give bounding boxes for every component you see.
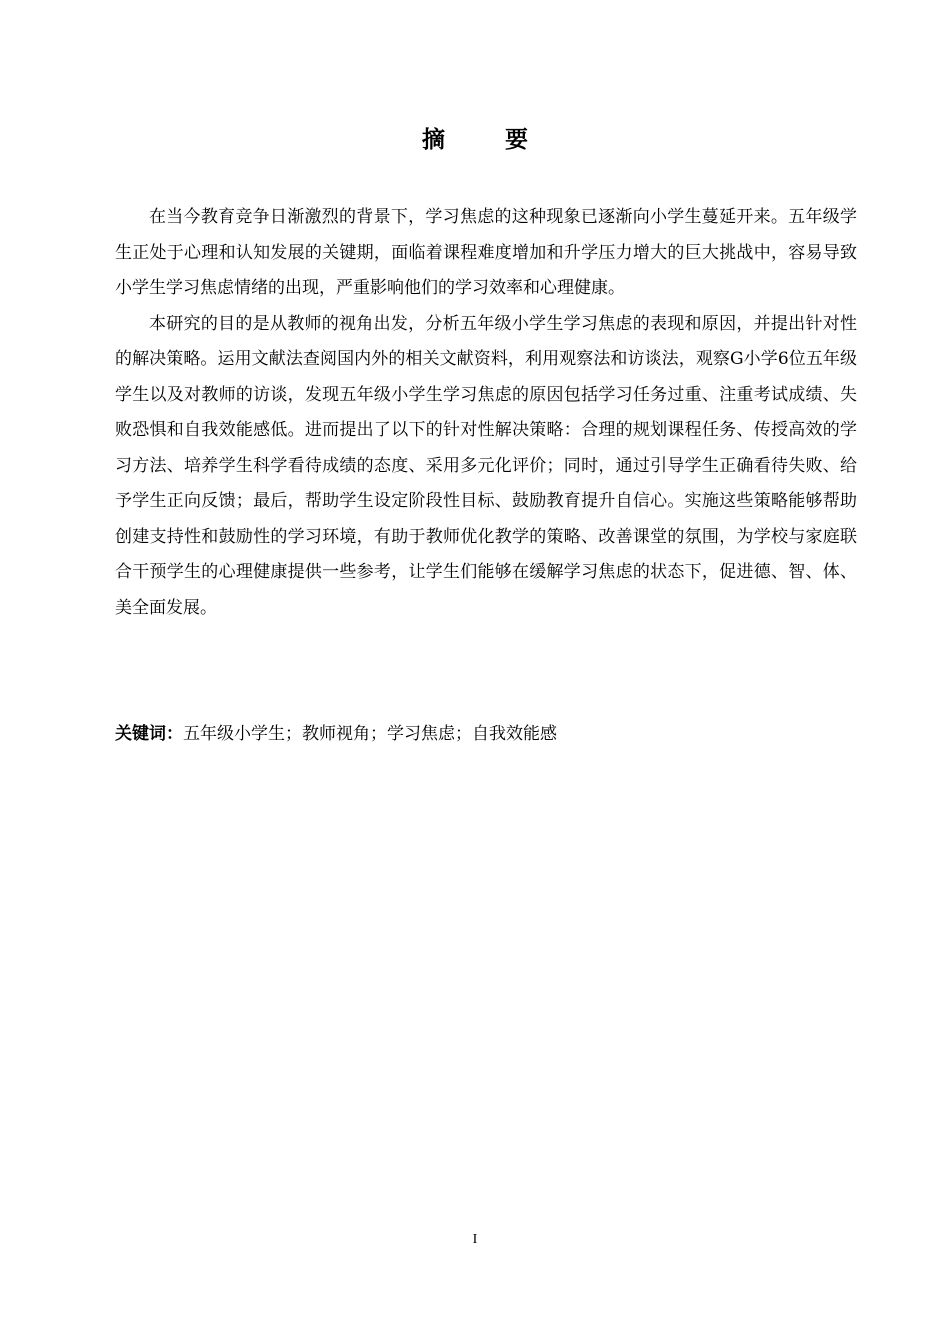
- abstract-paragraph-2: 本研究的目的是从教师的视角出发，分析五年级小学生学习焦虑的表现和原因，并提出针对性的解决策略。运用文献法查阅国内外的相关文献资料，利用观察法和访谈法，观察G小学6位五年级学生以及对教师的访谈，发现五年级小学生学习焦虑的原因包括学习任务过重、注重考试成绩、失败恐惧和自我效能感低。进而提出了以下的针对性解决策略：合理的规划课程任务、传授高效的学习方法、培养学生科学看待成绩的态度、采用多元化评价；同时，通过引导学生正确看待失败、给予学生正向反馈；最后，帮助学生设定阶段性目标、鼓励教育提升自信心。实施这些策略能够帮助创建支持性和鼓励性的学习环境，有助于教师优化教学的策略、改善课堂的氛围，为学校与家庭联合干预学生的心理健康提供一些参考，让学生们能够在缓解学习焦虑的状态下，促进德、智、体、美全面发展。: [115, 313, 857, 618]
- keywords-line: [115, 717, 857, 751]
- keywords-text: 五年级小学生；教师视角；学习焦虑；自我效能感: [183, 724, 557, 744]
- abstract-body: [115, 200, 857, 626]
- abstract-paragraph-1: 在当今教育竞争日渐激烈的背景下，学习焦虑的这种现象已逐渐向小学生蔓延开来。五年级学生正处于心理和认知发展的关键期，面临着课程难度增加和升学压力增大的巨大挑战中，容易导致小学生学习焦虑情绪的出现，严重影响他们的学习效率和心理健康。: [115, 207, 857, 298]
- page-number: I: [472, 1232, 478, 1247]
- keywords-label: 关键词：: [115, 724, 183, 744]
- page-title: 摘 要: [421, 127, 554, 153]
